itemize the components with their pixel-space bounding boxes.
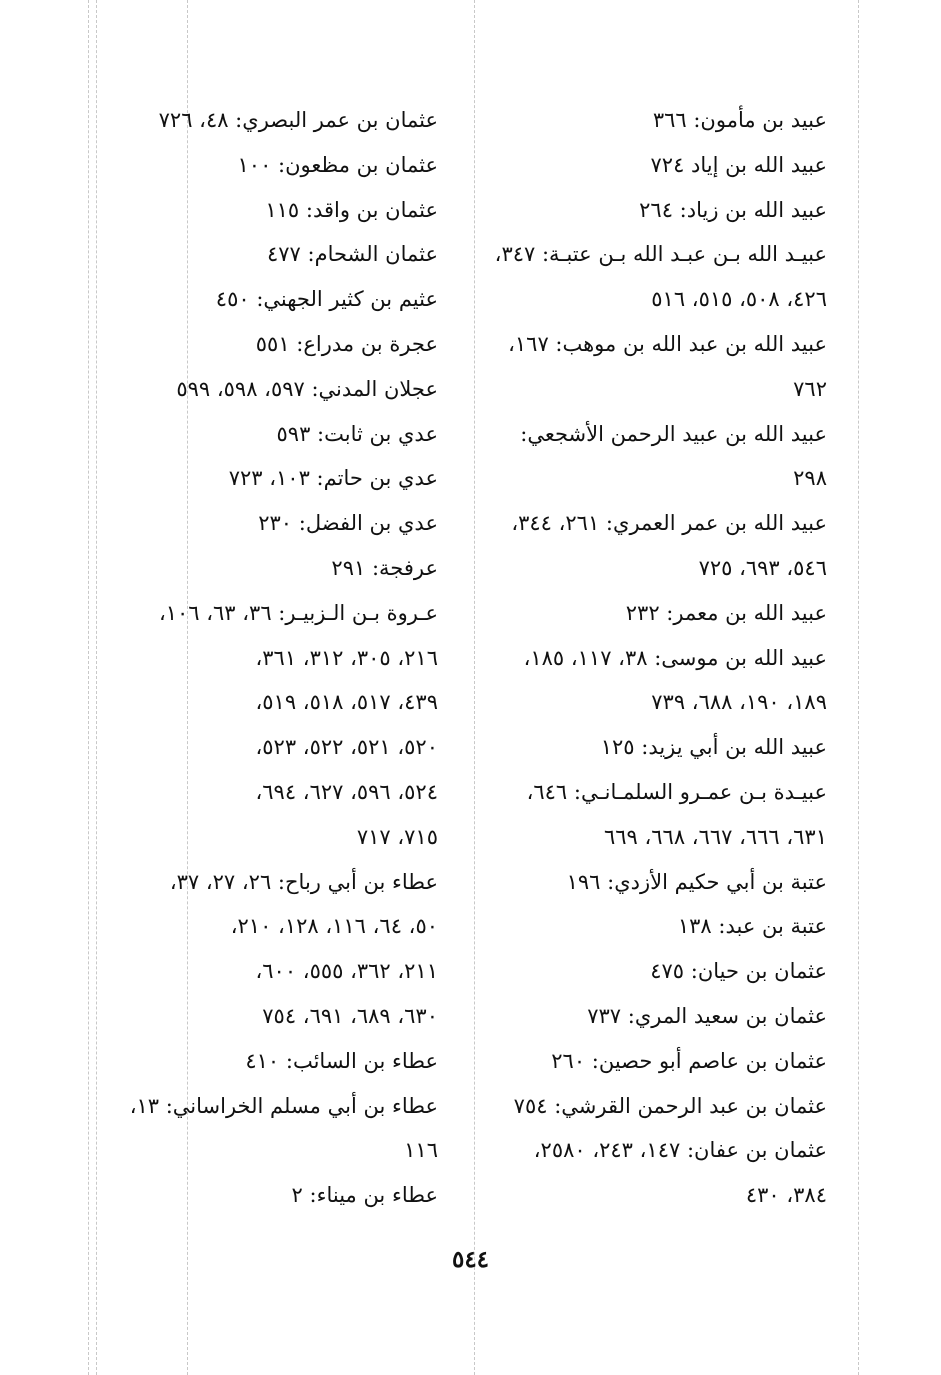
index-entry-line: ٦٣١، ٦٦٦، ٦٦٧، ٦٦٨، ٦٦٩ (603, 824, 827, 849)
index-entry-line: عبيد الله بن معمر: ٢٣٢ (625, 600, 827, 625)
index-entry-line: ١١٦ (404, 1138, 438, 1163)
index-entry-line: ١٨٩، ١٩٠، ٦٨٨، ٧٣٩ (651, 690, 827, 715)
index-entry-line: ٧١٥، ٧١٧ (356, 824, 438, 849)
scan-artifact-line (96, 0, 97, 1375)
index-column-right (492, 98, 827, 1218)
index-entry-line: عبيد الله بن عبد الله بن موهب: ١٦٧، (508, 331, 827, 356)
index-entry-line: عثمان بن حيان: ٤٧٥ (650, 959, 827, 984)
index-entry-line: عبيد الله بن عبيد الرحمن الأشجعي: (520, 421, 827, 446)
page-number: ٥٤٤ (451, 1246, 490, 1273)
index-entry-line: عبيد الله بن موسى: ٣٨، ١١٧، ١٨٥، (523, 645, 827, 670)
index-entry-line: عجرة بن مدراع: ٥٥١ (255, 331, 438, 356)
index-entry-line: ٦٣٠، ٦٨٩، ٦٩١، ٧٥٤ (262, 1003, 438, 1028)
index-entry-line: عثمان بن سعيد المري: ٧٣٧ (587, 1003, 827, 1028)
index-entry-line: ٥٢٤، ٥٩٦، ٦٢٧، ٦٩٤، (255, 779, 438, 804)
index-entry-line: ٥٠، ٦٤، ١١٦، ١٢٨، ٢١٠، (230, 914, 438, 939)
index-entry-line: عدي بن حاتم: ١٠٣، ٧٢٣ (228, 466, 438, 491)
index-entry-line: ٤٣٩، ٥١٧، ٥١٨، ٥١٩، (255, 690, 438, 715)
index-entry-line: عطاء بن أبي رباح: ٢٦، ٢٧، ٣٧، (169, 869, 438, 894)
scan-artifact-line (88, 0, 89, 1375)
index-entry-line: عجلان المدني: ٥٩٧، ٥٩٨، ٥٩٩ (176, 376, 438, 401)
index-entry-line: عبيـدة بـن عمـرو السلمـانـي: ٦٤٦، (526, 779, 827, 804)
index-entry-line: عـروة بـن الـزبيـر: ٣٦، ٦٣، ١٠٦، (158, 600, 438, 625)
index-entry-line: عبيد الله بن زياد: ٢٦٤ (639, 197, 827, 222)
index-entry-line: عطاء بن أبي مسلم الخراساني: ١٣، (129, 1093, 438, 1118)
index-entry-line: عبيد الله بن إياد ٧٢٤ (650, 152, 827, 177)
index-entry-line: عثمان بن عبد الرحمن القرشي: ٧٥٤ (513, 1093, 827, 1118)
scan-artifact-line (474, 0, 475, 1375)
index-entry-line: عبيد الله بن أبي يزيد: ١٢٥ (600, 735, 827, 760)
index-entry-line: عثمان بن عمر البصري: ٤٨، ٧٢٦ (158, 108, 438, 132)
index-entry-line: ٢٩٨ (793, 466, 827, 491)
index-entry-line: عبيـد الله بـن عبـد الله بـن عتبـة: ٣٤٧، (494, 242, 827, 267)
index-entry-line: عثيم بن كثير الجهني: ٤٥٠ (215, 287, 438, 312)
index-column-left (129, 98, 438, 1218)
index-entry-line: عبيد بن مأمون: ٣٦٦ (652, 108, 827, 132)
index-entry-line: عثمان بن عاصم أبو حصين: ٢٦٠ (551, 1048, 827, 1073)
index-entry-line: عثمان بن واقد: ١١٥ (265, 197, 438, 222)
index-entry-line: ٥٤٦، ٦٩٣، ٧٢٥ (698, 555, 827, 580)
index-entry-line: ٤٢٦، ٥٠٨، ٥١٥، ٥١٦ (651, 287, 827, 312)
index-entry-line: عتبة بن عبد: ١٣٨ (677, 914, 827, 939)
index-entry-line: عطاء بن السائب: ٤١٠ (245, 1048, 438, 1073)
index-entry-line: عبيد الله بن عمر العمري: ٢٦١، ٣٤٤، (511, 511, 827, 536)
index-entry-line: ٥٢٠، ٥٢١، ٥٢٢، ٥٢٣، (255, 735, 438, 760)
index-entry-line: عرفجة: ٢٩١ (331, 555, 438, 580)
index-entry-line: ٧٦٢ (793, 376, 827, 401)
index-entry-line: عثمان بن مظعون: ١٠٠ (237, 152, 438, 177)
index-entry-line: عدي بن ثابت: ٥٩٣ (276, 421, 438, 446)
index-entry-line: عثمان الشحام: ٤٧٧ (266, 242, 438, 267)
index-entry-line: عطاء بن ميناء: ٢ (291, 1183, 438, 1208)
index-entry-line: عثمان بن عفان: ١٤٧، ٢٤٣، ٢٥٨٠، (533, 1138, 827, 1163)
index-entry-line: ٢١٦، ٣٠٥، ٣١٢، ٣٦١، (255, 645, 438, 670)
scan-artifact-line (858, 0, 859, 1375)
index-entry-line: عتبة بن أبي حكيم الأزدي: ١٩٦ (566, 869, 827, 894)
index-entry-line: عدي بن الفضل: ٢٣٠ (258, 511, 438, 536)
index-entry-line: ٣٨٤، ٤٣٠ (745, 1183, 827, 1208)
index-entry-line: ٢١١، ٣٦٢، ٥٥٥، ٦٠٠، (255, 959, 438, 984)
